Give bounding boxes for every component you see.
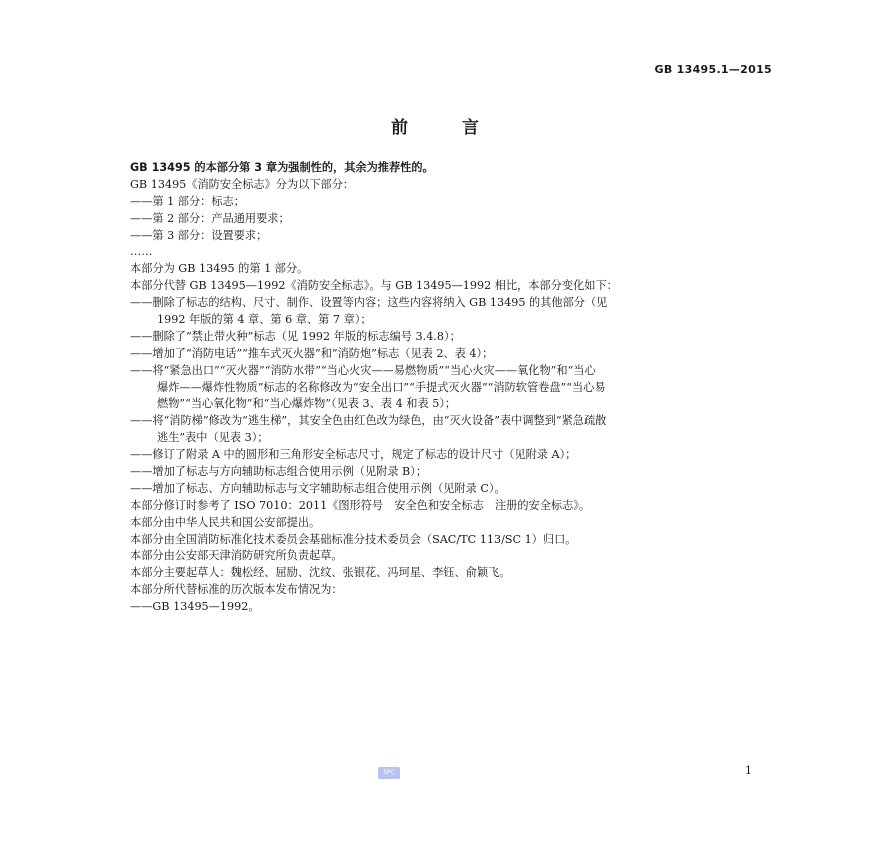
text-line: 本部分为 GB 13495 的第 1 部分。 (130, 262, 309, 276)
text-line: ——第 1 部分：标志； (130, 194, 245, 208)
text-line: ——第 2 部分：产品通用要求； (130, 211, 290, 225)
text-line: 本部分代替 GB 13495—1992《消防安全标志》。与 GB 13495—1992 相比，本部分变化如下： (130, 279, 618, 293)
publisher-logo-icon: SPC (378, 767, 400, 779)
text-line: 燃物”“当心氧化物”和“当心爆炸物”（见表 3、表 4 和表 5）； (157, 397, 457, 411)
text-line: ——增加了标志与方向辅助标志组合使用示例（见附录 B）； (130, 465, 428, 479)
text-line: 本部分主要起草人：魏松经、屈励、沈纹、张银花、冯珂星、李钰、俞颖飞。 (130, 566, 511, 580)
text-line: 本部分修订时参考了 ISO 7010：2011《图形符号 安全色和安全标志 注册的安全标志》。 (130, 498, 591, 512)
text-line: ——将“消防梯”修改为“逃生梯”，其安全色由红色改为绿色，由“灭火设备”表中调整到“紧急疏散 (130, 414, 607, 428)
text-line: 本部分所代替标准的历次版本发布情况为： (130, 583, 343, 597)
text-line: ——增加了标志、方向辅助标志与文字辅助标志组合使用示例（见附录 C）。 (130, 481, 506, 495)
text-line: ——GB 13495—1992。 (130, 600, 260, 614)
text-line: GB 13495 的本部分第 3 章为强制性的，其余为推荐性的。 (130, 161, 434, 174)
standard-number: GB 13495.1—2015 (654, 63, 772, 76)
text-line: 1992 年版的第 4 章、第 6 章、第 7 章）； (157, 313, 372, 327)
text-line: 逃生”表中（见表 3）； (157, 431, 269, 445)
text-line: 爆炸——爆炸性物质”标志的名称修改为“安全出口”“手提式灭火器”“消防软管卷盘”“当心易 (157, 380, 606, 394)
foreword-body (130, 160, 770, 616)
text-line: ——删除了“禁止带火种”标志（见 1992 年版的标志编号 3.4.8）； (130, 329, 461, 343)
text-line: ——删除了标志的结构、尺寸、制作、设置等内容；这些内容将纳入 GB 13495 的其他部分（见 (130, 296, 608, 310)
text-line: 本部分由全国消防标准化技术委员会基础标准分技术委员会（SAC/TC 113/SC 1）归口。 (130, 532, 577, 546)
text-line: ——增加了“消防电话”“推车式灭火器”和“消防炮”标志（见表 2、表 4）； (130, 346, 494, 360)
text-line: ——将“紧急出口”“灭火器”“消防水带”“当心火灾——易燃物质”“当心火灾——氧化物”和“当心 (130, 363, 596, 377)
text-line: …… (130, 245, 153, 259)
page-number: 1 (745, 764, 752, 777)
text-line: ——修订了附录 A 中的圆形和三角形安全标志尺寸，规定了标志的设计尺寸（见附录 A）； (130, 448, 577, 462)
text-line: 本部分由公安部天津消防研究所负责起草。 (130, 549, 343, 563)
text-line: 本部分由中华人民共和国公安部提出。 (130, 515, 321, 529)
page-title: 前 言 (391, 118, 503, 138)
text-line: ——第 3 部分：设置要求； (130, 228, 268, 242)
text-line: GB 13495《消防安全标志》分为以下部分： (130, 177, 355, 191)
